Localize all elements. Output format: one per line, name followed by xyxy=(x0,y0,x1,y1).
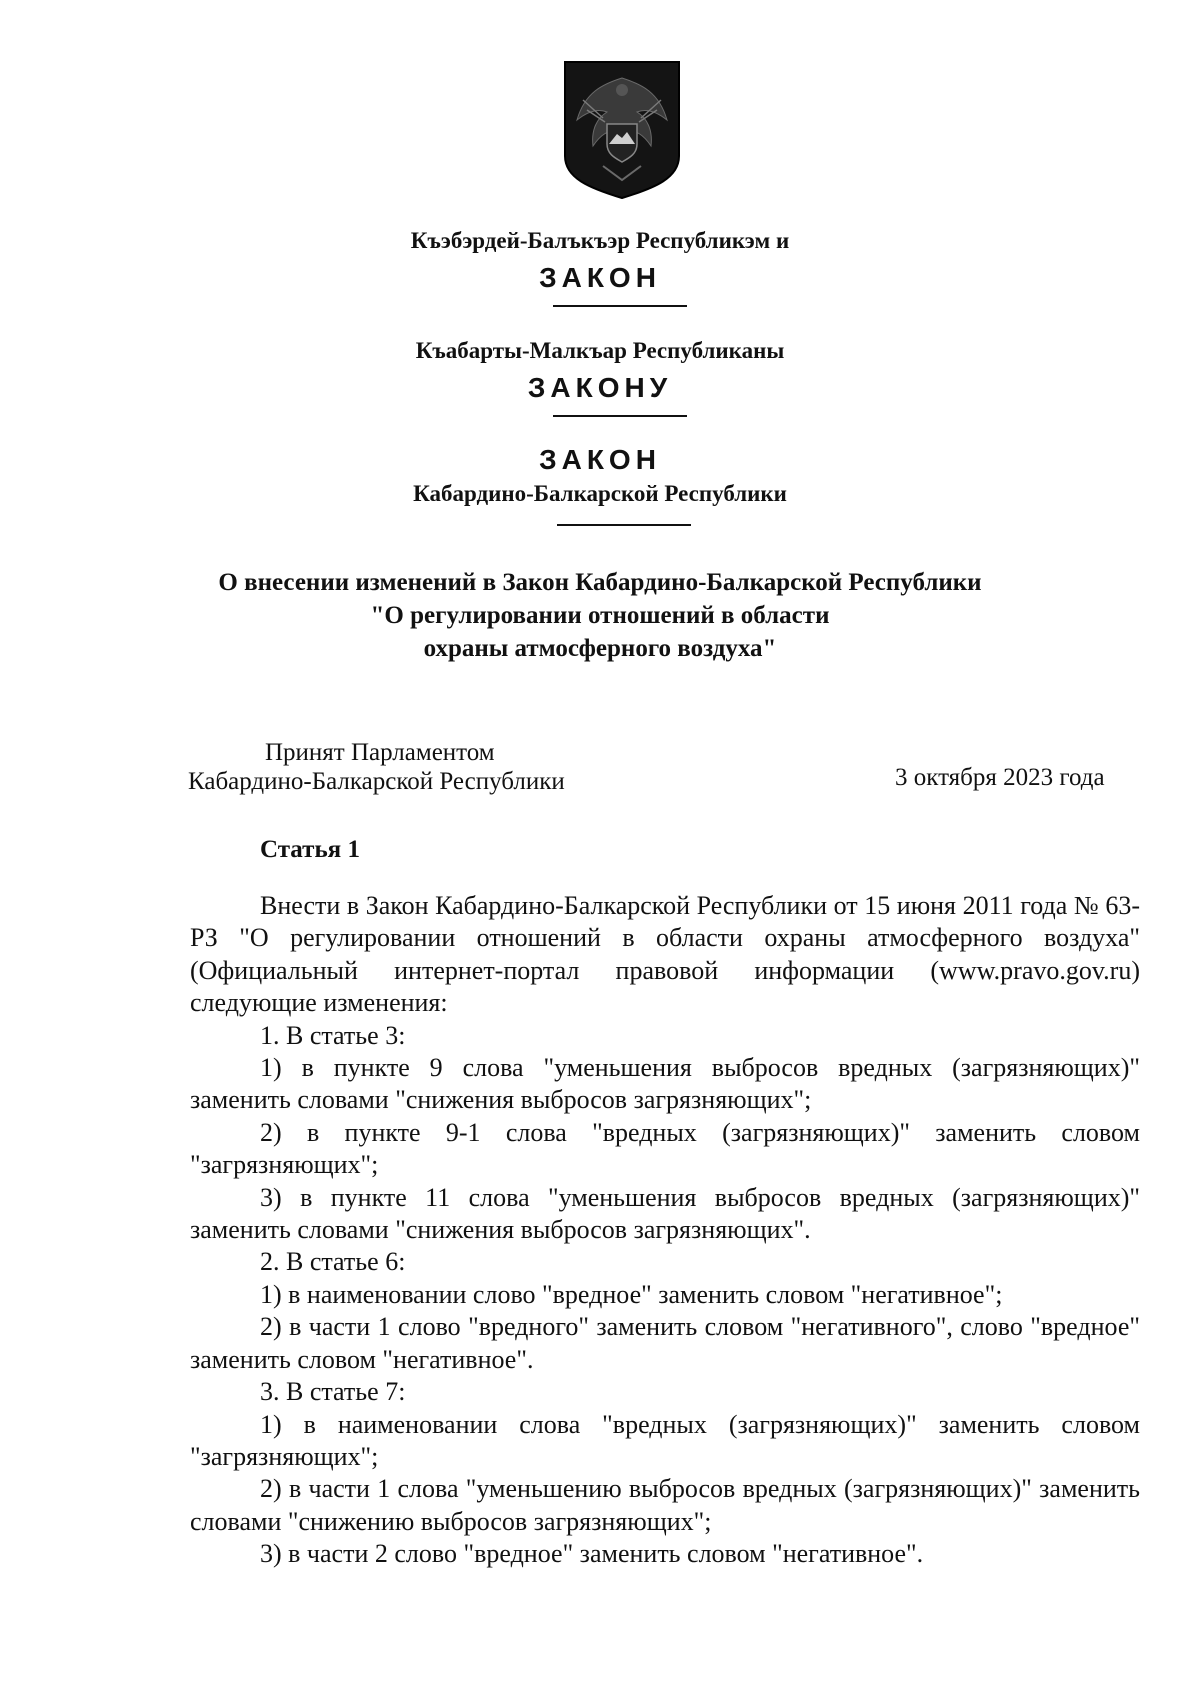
document-title-line-1: О внесении изменений в Закон Кабардино-Балкарской Республики xyxy=(218,569,982,596)
kbd-republic-name: Къэбэрдей-Балъкъэр Республикэм и xyxy=(410,228,790,253)
adoption-date: 3 октября 2023 года xyxy=(895,764,1105,791)
article-item: 3) в части 2 слово "вредное" заменить словом "негативное". xyxy=(260,1539,924,1569)
article-item: 1. В статье 3: xyxy=(260,1020,406,1050)
article-item: 1) в пункте 9 слова "уменьшения выбросов вредных (загрязняющих)" заменить словами "снижения выбросов загрязняющих"; xyxy=(190,1053,1140,1115)
divider xyxy=(557,524,691,526)
article-item: 1) в наименовании слова "вредных (загрязняющих)" заменить словом "загрязняющих"; xyxy=(190,1409,1140,1471)
divider xyxy=(553,415,687,417)
krc-republic-name: Къабарты-Малкъар Республиканы xyxy=(415,338,785,363)
krc-law-label: ЗАКОНУ xyxy=(527,372,673,403)
article-intro: Внести в Закон Кабардино-Балкарской Республики от 15 июня 2011 года № 63-РЗ "О регулировании отношений в области охраны атмосферного воздуха" (Официальный интернет-портал правовой информации (www.pravo.gov.ru) следующие изменения: xyxy=(190,891,1140,1018)
document-title-line-3: охраны атмосферного воздуха" xyxy=(423,635,777,662)
coat-of-arms-emblem xyxy=(563,60,681,200)
article-item: 2) в части 1 слово "вредного" заменить словом "негативного", слово "вредное" заменить словом "негативное". xyxy=(190,1312,1140,1374)
article-item: 2) в части 1 слова "уменьшению выбросов вредных (загрязняющих)" заменить словами "снижению выбросов загрязняющих"; xyxy=(190,1474,1140,1536)
article-item: 1) в наименовании слово "вредное" заменить словом "негативное"; xyxy=(260,1279,1003,1309)
divider xyxy=(553,305,687,307)
article-item: 3. В статье 7: xyxy=(260,1377,406,1407)
ru-law-label: ЗАКОН xyxy=(539,444,661,475)
article-item: 2. В статье 6: xyxy=(260,1247,406,1277)
article-item: 2) в пункте 9-1 слова "вредных (загрязняющих)" заменить словом "загрязняющих"; xyxy=(190,1117,1140,1180)
document-title-line-2: "О регулировании отношений в области xyxy=(370,602,830,629)
adoption-line-1: Принят Парламентом xyxy=(265,739,495,766)
article-item: 3) в пункте 11 слова "уменьшения выбросов вредных (загрязняющих)" заменить словами "снижения выбросов загрязняющих". xyxy=(190,1182,1140,1245)
ru-republic-name: Кабардино-Балкарской Республики xyxy=(413,481,787,506)
adoption-line-2: Кабардино-Балкарской Республики xyxy=(188,768,565,795)
article-body xyxy=(190,890,1140,1571)
article-heading: Статья 1 xyxy=(260,836,360,863)
kbd-law-label: ЗАКОН xyxy=(539,262,661,293)
